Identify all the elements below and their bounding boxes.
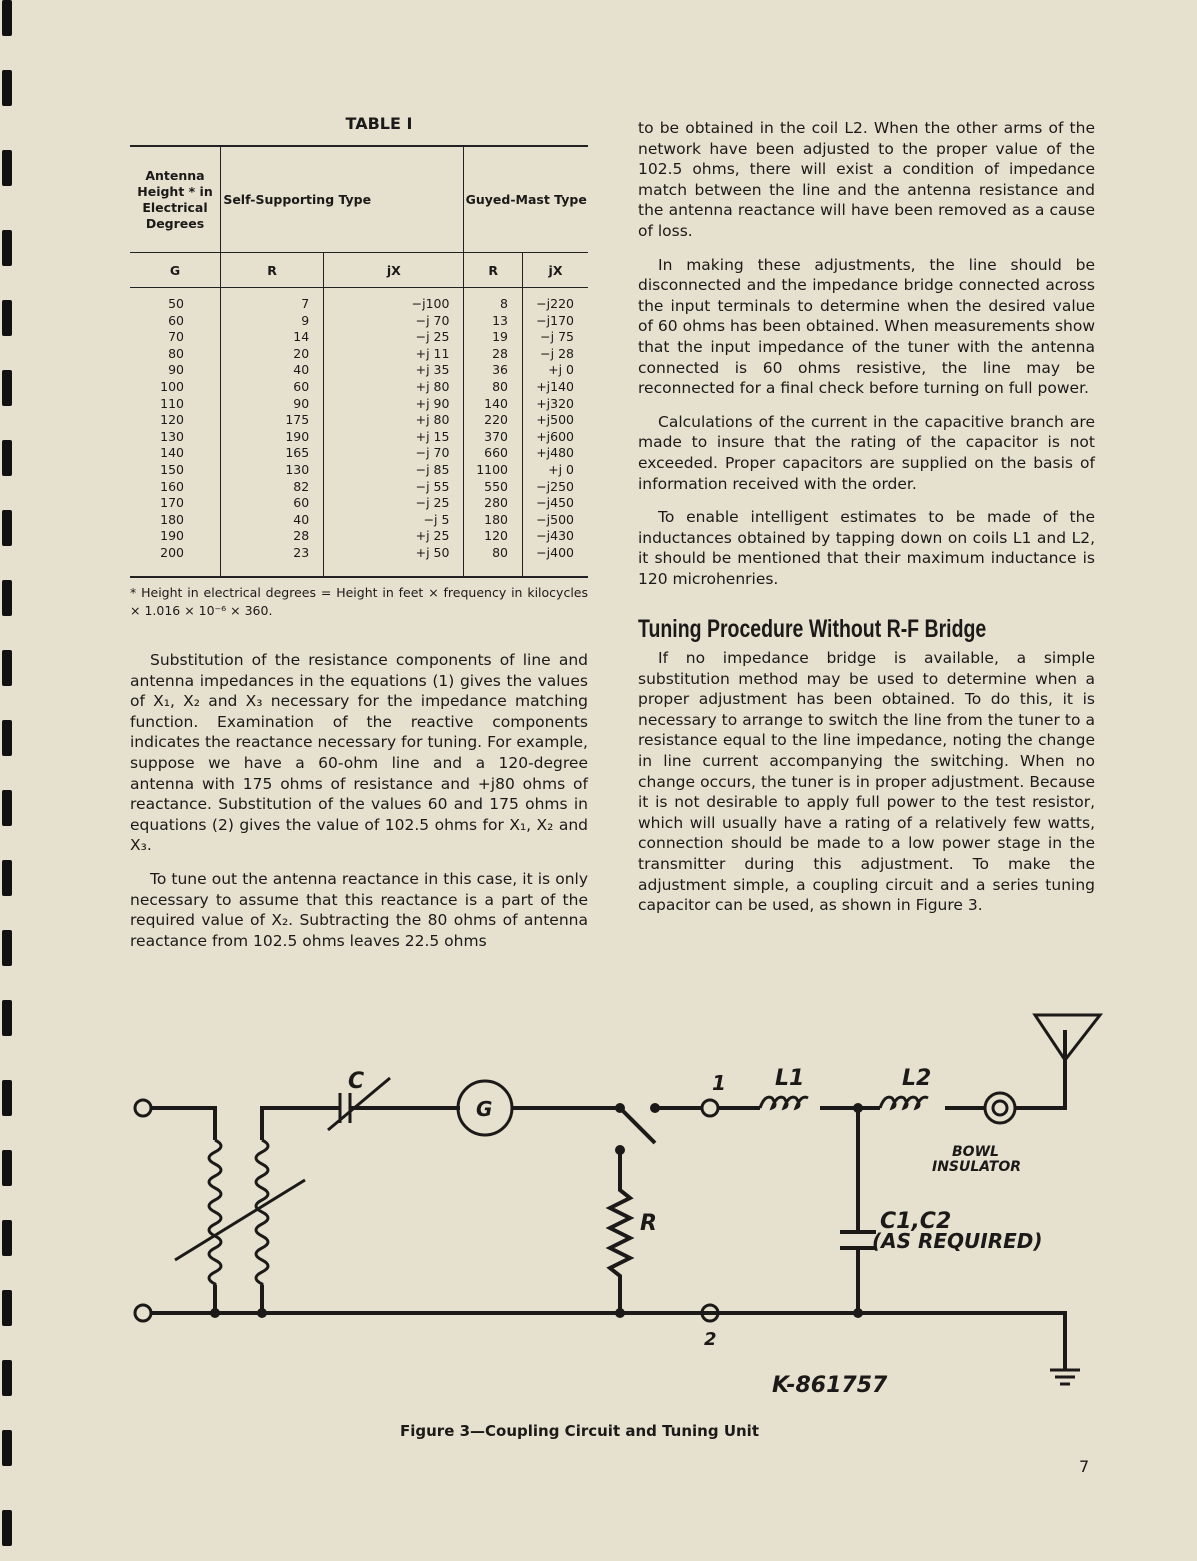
table-cell: 110 xyxy=(160,395,184,411)
label-g: G xyxy=(476,1097,493,1121)
subheader: G xyxy=(130,253,221,288)
table-cell: −j 5 xyxy=(324,512,464,529)
table-cell: 150 xyxy=(160,461,184,477)
table-cell: 160 xyxy=(160,478,184,494)
table-cell: 200 xyxy=(130,545,221,577)
label-terminal-1: 1 xyxy=(712,1071,726,1095)
table-cell: +j500 xyxy=(523,412,589,429)
table-cell: +j480 xyxy=(523,445,589,462)
table-cell: −j 25 xyxy=(324,495,464,512)
table-cell: 28 xyxy=(221,528,324,545)
table-cell: 190 xyxy=(221,429,324,446)
table-cell: +j 11 xyxy=(324,346,464,363)
table-cell: −j400 xyxy=(523,545,589,577)
table-cell: 60 xyxy=(221,379,324,396)
table-cell: 70 xyxy=(168,329,184,345)
table-cell: 40 xyxy=(221,512,324,529)
table-cell: +j140 xyxy=(523,379,589,396)
paragraph: If no impedance bridge is available, a simple substitution method may be used to determine when a proper adjustment has been obtained. To do this, it is necessary to arrange to switch the line from the tuner to a resistance equal to the line impedance, noting the change in line current accompanying the switching. When no change occurs, the tuner is in proper adjustment. Because it is not desirable to apply full power to the test resistor, which will usually have a rating of a relatively few watts, connection should be made to a low power stage in the transmitter during this adjustment. To make the adjustment simple, a coupling circuit and a series tuning capacitor can be used, as shown in Figure 3. xyxy=(638,649,1095,915)
table-cell: 80 xyxy=(168,345,184,361)
label-as-required: (AS REQUIRED) xyxy=(872,1229,1043,1253)
table-cell: −j100 xyxy=(324,288,464,313)
table-cell: 80 xyxy=(464,545,523,577)
table-cell: −j 70 xyxy=(324,445,464,462)
table-cell: −j500 xyxy=(523,512,589,529)
table-cell: 1100 xyxy=(464,462,523,479)
table-cell: +j 0 xyxy=(523,462,589,479)
table-cell: +j 0 xyxy=(523,362,589,379)
table-cell: 28 xyxy=(464,346,523,363)
section-heading: Tuning Procedure Without R-F Bridge xyxy=(638,615,987,644)
page-number: 7 xyxy=(1079,1457,1090,1476)
table-cell: +j600 xyxy=(523,429,589,446)
table-cell: 175 xyxy=(221,412,324,429)
table-cell: 130 xyxy=(160,428,184,444)
table-cell: 60 xyxy=(168,312,184,328)
table-cell: 120 xyxy=(160,412,184,428)
table-cell: 7 xyxy=(221,288,324,313)
subheader: jX xyxy=(324,253,464,288)
label-r: R xyxy=(640,1211,657,1236)
table-cell: +j320 xyxy=(523,396,589,413)
table-cell: 180 xyxy=(464,512,523,529)
table-cell: 80 xyxy=(464,379,523,396)
table-cell: 120 xyxy=(464,528,523,545)
table-footnote: * Height in electrical degrees = Height in feet × frequency in kilocycles × 1.016 × 10⁻⁶ × 360. xyxy=(130,584,588,618)
table-cell: 82 xyxy=(221,479,324,496)
table-cell: −j 70 xyxy=(324,313,464,330)
table-cell: 660 xyxy=(464,445,523,462)
table-title: TABLE I xyxy=(345,114,413,133)
table-cell: 23 xyxy=(221,545,324,577)
table-cell: −j 28 xyxy=(523,346,589,363)
header-self-supporting: Self-Supporting Type xyxy=(221,146,464,253)
table-cell: 36 xyxy=(464,362,523,379)
table-cell: 140 xyxy=(464,396,523,413)
table-cell: 550 xyxy=(464,479,523,496)
table-cell: 40 xyxy=(221,362,324,379)
paragraph: To enable intelligent estimates to be made of the inductances obtained by tapping down on coils L1 and L2, it should be mentioned that their maximum inductance is 120 microhenries. xyxy=(638,508,1095,588)
label-terminal-2: 2 xyxy=(704,1329,717,1350)
table-cell: 8 xyxy=(464,288,523,313)
table-cell: −j 85 xyxy=(324,462,464,479)
table-cell: −j450 xyxy=(523,495,589,512)
table-cell: 19 xyxy=(464,329,523,346)
table-cell: 50 xyxy=(168,296,184,311)
table-cell: 20 xyxy=(221,346,324,363)
subheader: jX xyxy=(523,253,589,288)
table-cell: 100 xyxy=(160,378,184,394)
table-cell: 14 xyxy=(221,329,324,346)
table-cell: +j 15 xyxy=(324,429,464,446)
drawing-number: K-861757 xyxy=(772,1373,888,1398)
paragraph: Calculations of the current in the capacitive branch are made to insure that the rating of the capacitor is not exceeded. Proper capacitors are supplied on the basis of information received with the order. xyxy=(638,412,1095,493)
table-cell: 130 xyxy=(221,462,324,479)
table-cell: 165 xyxy=(221,445,324,462)
table-cell: 90 xyxy=(168,362,184,378)
table-cell: −j220 xyxy=(523,288,589,313)
figure-caption: Figure 3—Coupling Circuit and Tuning Unit xyxy=(400,1422,759,1440)
table-cell: −j250 xyxy=(523,479,589,496)
table-cell: 60 xyxy=(221,495,324,512)
table-cell: 370 xyxy=(464,429,523,446)
table-cell: +j 35 xyxy=(324,362,464,379)
table-cell: 140 xyxy=(160,445,184,461)
table-cell: 220 xyxy=(464,412,523,429)
label-c: C xyxy=(348,1069,365,1094)
header-height: Antenna Height * in Electrical Degrees xyxy=(130,146,221,253)
table-cell: +j 80 xyxy=(324,412,464,429)
label-insulator: INSULATOR xyxy=(932,1159,1022,1175)
table-cell: 280 xyxy=(464,495,523,512)
table-cell: 13 xyxy=(464,313,523,330)
label-bowl: BOWL xyxy=(952,1144,999,1160)
table-cell: 180 xyxy=(160,511,184,527)
paragraph: In making these adjustments, the line should be disconnected and the impedance bridge connected across the input terminals to determine when the desired value of 60 ohms has been obtained. When measurements show that the input impedance of the tuner with the antenna connected is 60 ohms resistive, the line may be reconnected for a final check before turning on full power. xyxy=(638,255,1095,398)
header-guyed-mast: Guyed-Mast Type xyxy=(464,146,588,253)
table-cell: −j430 xyxy=(523,528,589,545)
table-cell: 90 xyxy=(221,396,324,413)
table-cell: +j 50 xyxy=(324,545,464,577)
label-l2: L2 xyxy=(902,1066,932,1091)
table-cell: 190 xyxy=(160,528,184,544)
subheader: R xyxy=(464,253,523,288)
table-cell: −j 25 xyxy=(324,329,464,346)
table-cell: +j 80 xyxy=(324,379,464,396)
table-cell: −j 75 xyxy=(523,329,589,346)
label-l1: L1 xyxy=(775,1066,805,1091)
subheader: R xyxy=(221,253,324,288)
paragraph: To tune out the antenna reactance in this case, it is only necessary to assume that this reactance is a part of the required value of X₂. Subtracting the 80 ohms of antenna reactance from 102.5 ohms leaves 22.5 ohms xyxy=(130,869,588,950)
table-cell: +j 90 xyxy=(324,396,464,413)
table-cell: 170 xyxy=(160,495,184,511)
label-c1-c2: C1,C2 xyxy=(880,1209,952,1234)
table-cell: 9 xyxy=(221,313,324,330)
paragraph: Substitution of the resistance components of line and antenna impedances in the equations (1) gives the values of X₁, X₂ and X₃ necessary for the impedance matching function. Examination of the reactive components indicates the reactance necessary for tuning. For example, suppose we have a 60-ohm line and a 120-degree antenna with 175 ohms of resistance and +j80 ohms of reactance. Substitution of the values 60 and 175 ohms in equations (2) gives the value of 102.5 ohms for X₁, X₂ and X₃. xyxy=(130,651,588,855)
table-cell: +j 25 xyxy=(324,528,464,545)
paragraph: to be obtained in the coil L2. When the other arms of the network have been adjusted to the proper value of the 102.5 ohms, there will exist a condition of impedance match between the line and the antenna resistance and the antenna reactance will have been removed as a cause of loss. xyxy=(638,119,1095,240)
table-cell: −j170 xyxy=(523,313,589,330)
table-cell: −j 55 xyxy=(324,479,464,496)
